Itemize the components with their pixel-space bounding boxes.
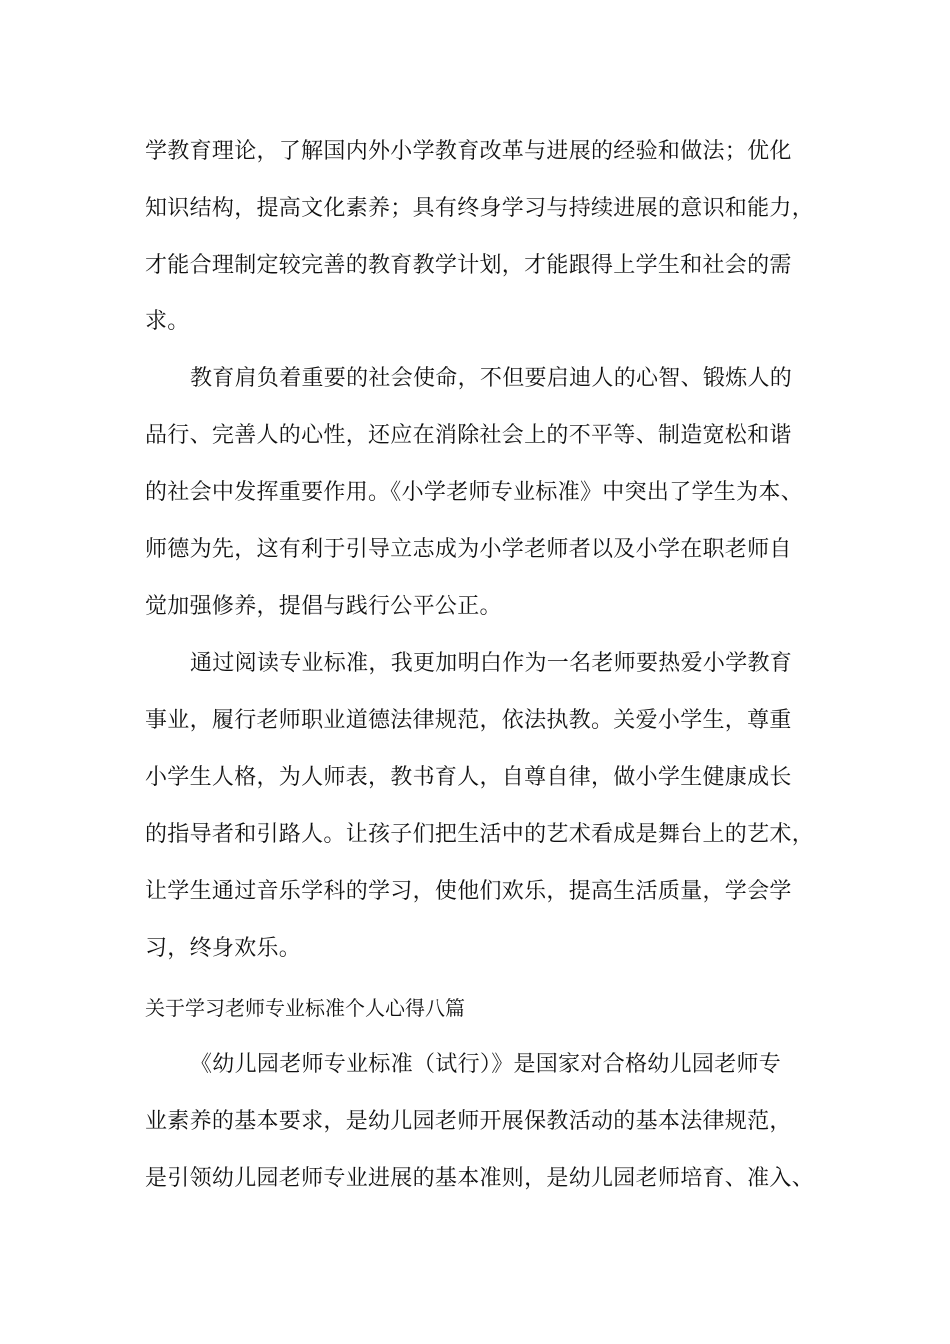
paragraph-3-line-5: 让学生通过音乐学科的学习，使他们欢乐，提高生活质量，学会学 (145, 879, 792, 904)
final-paragraph-line-1: 《幼儿园老师专业标准（试行）》是国家对合格幼儿园老师专 (190, 1052, 782, 1077)
paragraph-3-line-2: 事业，履行老师职业道德法律规范，依法执教。关爱小学生，尊重 (145, 708, 792, 733)
paragraph-2-line-4: 师德为先，这有利于引导立志成为小学老师者以及小学在职老师自 (145, 537, 792, 562)
final-paragraph-line-3: 是引领幼儿园老师专业进展的基本准则，是幼儿园老师培育、准入、 (145, 1166, 815, 1191)
paragraph-3-line-3: 小学生人格，为人师表，教书育人，自尊自律，做小学生健康成长 (145, 765, 792, 790)
paragraph-3-line-6: 习，终身欢乐。 (145, 936, 302, 961)
paragraph-1-line-4: 求。 (145, 309, 190, 334)
paragraph-1-line-3: 才能合理制定较完善的教育教学计划，才能跟得上学生和社会的需 (145, 253, 792, 278)
paragraph-1-line-2: 知识结构，提高文化素养；具有终身学习与持续进展的意识和能力， (145, 196, 815, 221)
paragraph-2-line-1: 教育肩负着重要的社会使命，不但要启迪人的心智、锻炼人的 (190, 366, 793, 391)
paragraph-3-line-1: 通过阅读专业标准，我更加明白作为一名老师要热爱小学教育 (190, 651, 793, 676)
paragraph-2-line-2: 品行、完善人的心性，还应在消除社会上的不平等、制造宽松和谐 (145, 423, 792, 448)
paragraph-2-line-3: 的社会中发挥重要作用。《小学老师专业标准》中突出了学生为本、 (145, 480, 804, 505)
section-heading: 关于学习老师专业标准个人心得八篇 (145, 996, 465, 1020)
paragraph-2-line-5: 觉加强修养，提倡与践行公平公正。 (145, 594, 502, 619)
final-paragraph-line-2: 业素养的基本要求，是幼儿园老师开展保教活动的基本法律规范， (145, 1109, 792, 1134)
paragraph-3-line-4: 的指导者和引路人。让孩子们把生活中的艺术看成是舞台上的艺术， (145, 822, 815, 847)
paragraph-1-line-1: 学教育理论，了解国内外小学教育改革与进展的经验和做法；优化 (145, 139, 792, 164)
